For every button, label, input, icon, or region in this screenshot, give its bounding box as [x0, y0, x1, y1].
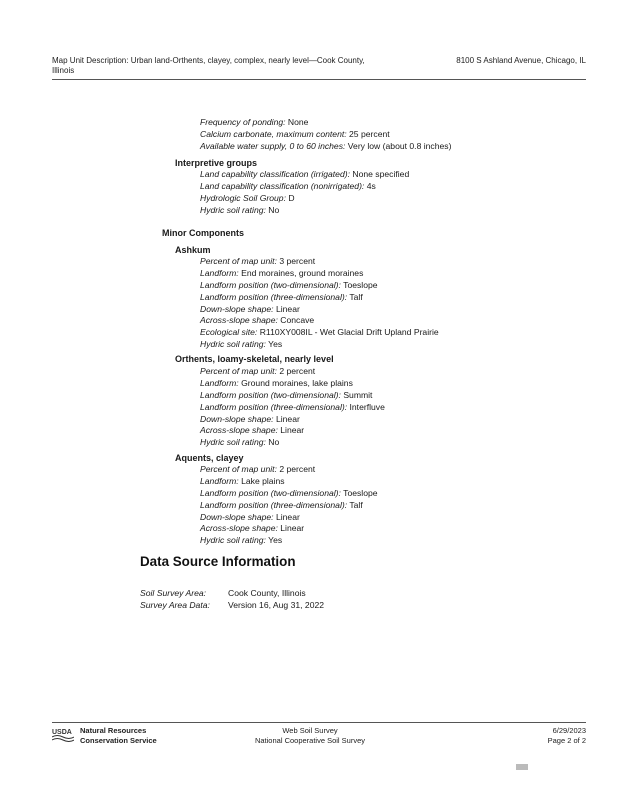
property-row: Landform position (three-dimensional): Talf: [200, 291, 363, 302]
property-row: Land capability classification (nonirrigated): 4s: [200, 180, 376, 191]
footer-page-number: Page 2 of 2: [547, 736, 586, 745]
component-heading-aquents: Aquents, clayey: [175, 453, 244, 463]
interpretive-groups-heading: Interpretive groups: [175, 158, 258, 168]
property-row: Hydric soil rating: No: [200, 204, 280, 215]
footer-agency: [80, 726, 157, 746]
page-header-title: [52, 56, 372, 76]
property-row: Landform position (two-dimensional): Toeslope: [200, 279, 378, 290]
property-row: Hydric soil rating: Yes: [200, 535, 283, 546]
property-row: Down-slope shape: Linear: [200, 511, 300, 522]
property-row: Landform position (three-dimensional): Talf: [200, 499, 363, 510]
soil-survey-area-row: Soil Survey Area: Cook County, Illinois: [140, 588, 306, 598]
footer-agency-line2: Conservation Service: [80, 736, 157, 745]
property-row: Landform: Ground moraines, lake plains: [200, 377, 353, 388]
property-row: Calcium carbonate, maximum content: 25 percent: [200, 128, 390, 139]
property-row: Percent of map unit: 3 percent: [200, 256, 316, 266]
property-row: Ecological site: R110XY008IL - Wet Glacial Drift Upland Prairie: [200, 327, 439, 338]
header-divider: [52, 79, 586, 80]
footer-date: 6/29/2023: [552, 726, 586, 735]
property-row: Down-slope shape: Linear: [200, 303, 300, 314]
survey-area-data-row: Survey Area Data: Version 16, Aug 31, 2022: [140, 599, 325, 610]
component-heading-ashkum: Ashkum: [175, 245, 211, 255]
component-heading-orthents: Orthents, loamy-skeletal, nearly level: [175, 354, 334, 364]
footer-ncss: National Cooperative Soil Survey: [254, 736, 366, 745]
property-row: Available water supply, 0 to 60 inches: Very low (about 0.8 inches): [200, 140, 452, 151]
footer-web-soil-survey: Web Soil Survey: [282, 726, 338, 735]
footer-center: [230, 726, 390, 746]
property-row: Landform position (two-dimensional): Summit: [200, 389, 373, 400]
header-title-line2: Illinois: [52, 66, 75, 75]
property-row: Landform: Lake plains: [200, 475, 285, 486]
property-row: Percent of map unit: 2 percent: [200, 464, 316, 474]
data-source-title: Data Source Information: [140, 554, 296, 569]
header-title-line1: Map Unit Description: Urban land-Orthents, clayey, complex, nearly level—Cook County,: [52, 56, 365, 65]
property-row: Across-slope shape: Linear: [200, 425, 305, 436]
component-properties-ashkum: [200, 256, 439, 351]
property-row: Landform: End moraines, ground moraines: [200, 267, 364, 278]
property-row: Percent of map unit: 2 percent: [200, 366, 316, 376]
property-row: Land capability classification (irrigated): None specified: [200, 169, 410, 179]
property-row: Hydric soil rating: Yes: [200, 339, 283, 350]
footer-right: [486, 726, 586, 746]
minor-components-heading: Minor Components: [162, 228, 244, 238]
page-header-address: 8100 S Ashland Avenue, Chicago, IL: [456, 56, 586, 65]
property-row: Down-slope shape: Linear: [200, 413, 300, 424]
property-row: Hydric soil rating: No: [200, 437, 280, 448]
property-row: Frequency of ponding: None: [200, 117, 309, 127]
scan-mark: [516, 764, 528, 770]
data-source-details: [140, 587, 324, 611]
usda-logo-graphic: [52, 726, 74, 742]
property-row: Hydrologic Soil Group: D: [200, 192, 295, 203]
footer-agency-line1: Natural Resources: [80, 726, 147, 735]
component-properties-aquents: [200, 464, 378, 547]
main-component-properties: [200, 117, 451, 153]
property-row: Across-slope shape: Linear: [200, 523, 305, 534]
usda-logo-text: USDA: [52, 729, 72, 736]
property-row: Landform position (three-dimensional): Interfluve: [200, 401, 385, 412]
interpretive-groups-list: [200, 169, 409, 217]
component-properties-orthents: [200, 366, 385, 449]
property-row: Landform position (two-dimensional): Toeslope: [200, 487, 378, 498]
footer-divider: [52, 722, 586, 723]
usda-logo: [52, 726, 74, 742]
property-row: Across-slope shape: Concave: [200, 315, 315, 326]
